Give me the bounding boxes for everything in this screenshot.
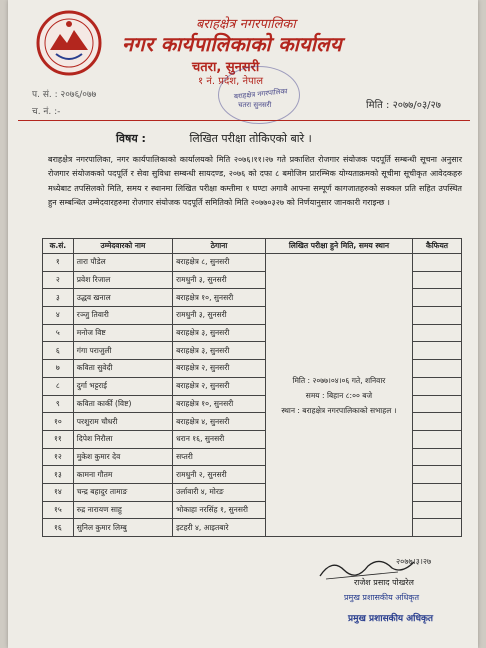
cell-sn: १४ xyxy=(43,483,74,501)
cell-name: गंगा पराजुली xyxy=(73,342,172,360)
cell-sn: ९ xyxy=(43,395,74,413)
cell-sn: १३ xyxy=(43,466,74,484)
header-province: १ नं. प्रदेश, नेपाल xyxy=(198,76,264,87)
cell-address: सप्तरी xyxy=(173,448,266,466)
col-header-remarks: कैफियत xyxy=(413,239,462,254)
table-row xyxy=(43,254,462,272)
cell-sn: १६ xyxy=(43,519,74,537)
cell-name: रञ्जु तिवारी xyxy=(73,307,172,325)
cell-address: रामधुनी ३, सुनसरी xyxy=(173,307,266,325)
cell-remarks xyxy=(413,289,462,307)
cell-name: उद्धव खनाल xyxy=(73,289,172,307)
stamp-text-2: चतरा सुनसरी xyxy=(238,101,272,109)
cell-remarks xyxy=(413,324,462,342)
cell-address: रामधुनी ३, सुनसरी xyxy=(173,271,266,289)
letter-date: मिति : २०७७/०३/२७ xyxy=(366,100,441,111)
cell-remarks xyxy=(413,360,462,378)
cell-name: कामना गौतम xyxy=(73,466,172,484)
cell-name: रुद्र नारायण साहु xyxy=(73,501,172,519)
dispatch-number: च. नं. :- xyxy=(32,107,61,117)
cell-address: बराहक्षेत्र ३, सुनसरी xyxy=(173,342,266,360)
cell-remarks xyxy=(413,430,462,448)
cell-address: बराहक्षेत्र १०, सुनसरी xyxy=(173,289,266,307)
cell-name: दुर्गा भट्टराई xyxy=(73,377,172,395)
cell-remarks xyxy=(413,413,462,431)
cell-name: चन्द्र बहादुर तामाङ xyxy=(73,483,172,501)
cell-name: परशुराम चौधरी xyxy=(73,413,172,431)
cell-name: कविता सुवेदी xyxy=(73,360,172,378)
col-header-address: ठेगाना xyxy=(173,239,266,254)
cell-remarks xyxy=(413,395,462,413)
cell-address: बराहक्षेत्र ८, सुनसरी xyxy=(173,254,266,272)
cell-sn: १० xyxy=(43,413,74,431)
header-divider xyxy=(18,120,470,121)
cell-name: सुनिल कुमार लिम्बु xyxy=(73,519,172,537)
cell-sn: १ xyxy=(43,254,74,272)
table-header-row xyxy=(43,239,462,254)
cell-sn: ६ xyxy=(43,342,74,360)
subject-label: विषय : xyxy=(116,132,146,145)
cell-address: भोकाहा नरसिंह १, सुनसरी xyxy=(173,501,266,519)
signature-date: २०७७।३।२७ xyxy=(396,557,432,566)
cell-remarks xyxy=(413,466,462,484)
cell-sn: ४ xyxy=(43,307,74,325)
cell-sn: ७ xyxy=(43,360,74,378)
cell-sn: ५ xyxy=(43,324,74,342)
cell-sn: २ xyxy=(43,271,74,289)
cell-name: मुकेश कुमार देव xyxy=(73,448,172,466)
municipality-logo xyxy=(36,10,102,76)
cell-name: प्रवेश रिजाल xyxy=(73,271,172,289)
cell-name: दिपेश निरौला xyxy=(73,430,172,448)
cell-sn: ८ xyxy=(43,377,74,395)
cell-remarks xyxy=(413,501,462,519)
cell-sn: ३ xyxy=(43,289,74,307)
cell-remarks xyxy=(413,483,462,501)
cell-name: कविता कार्की (विष्ट) xyxy=(73,395,172,413)
cell-address: बराहक्षेत्र १०, सुनसरी xyxy=(173,395,266,413)
cell-address: रामधुनी २, सुनसरी xyxy=(173,466,266,484)
signatory-stamp: प्रमुख प्रशासकीय अधिकृत xyxy=(344,593,420,602)
header-office-name: नगर कार्यपालिकाको कार्यालय xyxy=(122,32,342,56)
cell-name: मनोज विष्ट xyxy=(73,324,172,342)
col-header-exam: लिखित परीक्षा हुने मिति, समय स्थान xyxy=(265,239,412,254)
signatory-title: प्रमुख प्रशासकीय अधिकृत xyxy=(348,614,434,624)
header-location: चतरा, सुनसरी xyxy=(192,60,260,75)
cell-remarks xyxy=(413,448,462,466)
cell-address: बराहक्षेत्र २, सुनसरी xyxy=(173,377,266,395)
stamp-text-1: बराहक्षेत्र नगरपालिका xyxy=(233,87,288,101)
cell-remarks xyxy=(413,254,462,272)
candidate-table xyxy=(42,238,462,537)
signatory-name: राजेश प्रसाद पोखरेल xyxy=(354,578,414,587)
subject-line xyxy=(116,131,312,146)
cell-sn: ११ xyxy=(43,430,74,448)
cell-address: उर्लावारी ४, मोरङ xyxy=(173,483,266,501)
cell-exam-details xyxy=(265,254,412,537)
exam-time: समय : बिहान ८:०० बजे xyxy=(305,390,373,400)
reference-number: प. सं. : २०७६/०७७ xyxy=(32,90,97,100)
col-header-name: उम्मेदवारको नाम xyxy=(73,239,172,254)
cell-sn: १२ xyxy=(43,448,74,466)
cell-remarks xyxy=(413,377,462,395)
subject-text: लिखित परीक्षा तोकिएको बारे । xyxy=(189,132,312,145)
body-paragraph: बराहक्षेत्र नगरपालिका, नगर कार्यपालिकाको कार्यालयको मिति २०७६।११।२७ गते प्रकाशित रोजगार संयोजक पदपूर्ति सम्बन्धी सूचना अनुसार रोजगार संयोजकको पदपूर्ति र सेवा सुविधा सम्बन्धी सायदण्ड, २०७६ को दफा ८ बमोजिम प्रारम्भिक योग्यताक्रमको सूचीमा सूचीकृत आवेदकहरु मध्येबाट तपसिलको मिति, समय र स्थानमा लिखित परीक्षा कम्तीमा १ घण्टा अगावै आफ्ना सम्पूर्ण कागजातहरुको सक्कल प्रति सहित उपस्थित हुन सम्बन्धित उम्मेदवारहरुमा रोजगार संयोजक पदपूर्ति समितिको मिति २०७७०३२७ को निर्णयानुसार जानकारी गराइन्छ । xyxy=(48,155,462,208)
cell-remarks xyxy=(413,519,462,537)
cell-name: तारा पौडेल xyxy=(73,254,172,272)
cell-address: बराहक्षेत्र ४, सुनसरी xyxy=(173,413,266,431)
cell-sn: १५ xyxy=(43,501,74,519)
cell-address: बराहक्षेत्र ३, सुनसरी xyxy=(173,324,266,342)
header-municipality-name: बराहक्षेत्र नगरपालिका xyxy=(196,17,296,32)
cell-remarks xyxy=(413,271,462,289)
cell-address: बराहक्षेत्र २, सुनसरी xyxy=(173,360,266,378)
cell-address: धरान १६, सुनसरी xyxy=(173,430,266,448)
exam-date: मिति : २०७७।०४।०६ गते, शनिवार xyxy=(292,375,386,385)
cell-address: इटहरी ४, आइतबारे xyxy=(173,519,266,537)
cell-remarks xyxy=(413,342,462,360)
col-header-sn: क.सं. xyxy=(43,239,74,254)
exam-place: स्थान : बराहक्षेत्र नगरपालिकाको सभाहल । xyxy=(281,405,397,415)
cell-remarks xyxy=(413,307,462,325)
